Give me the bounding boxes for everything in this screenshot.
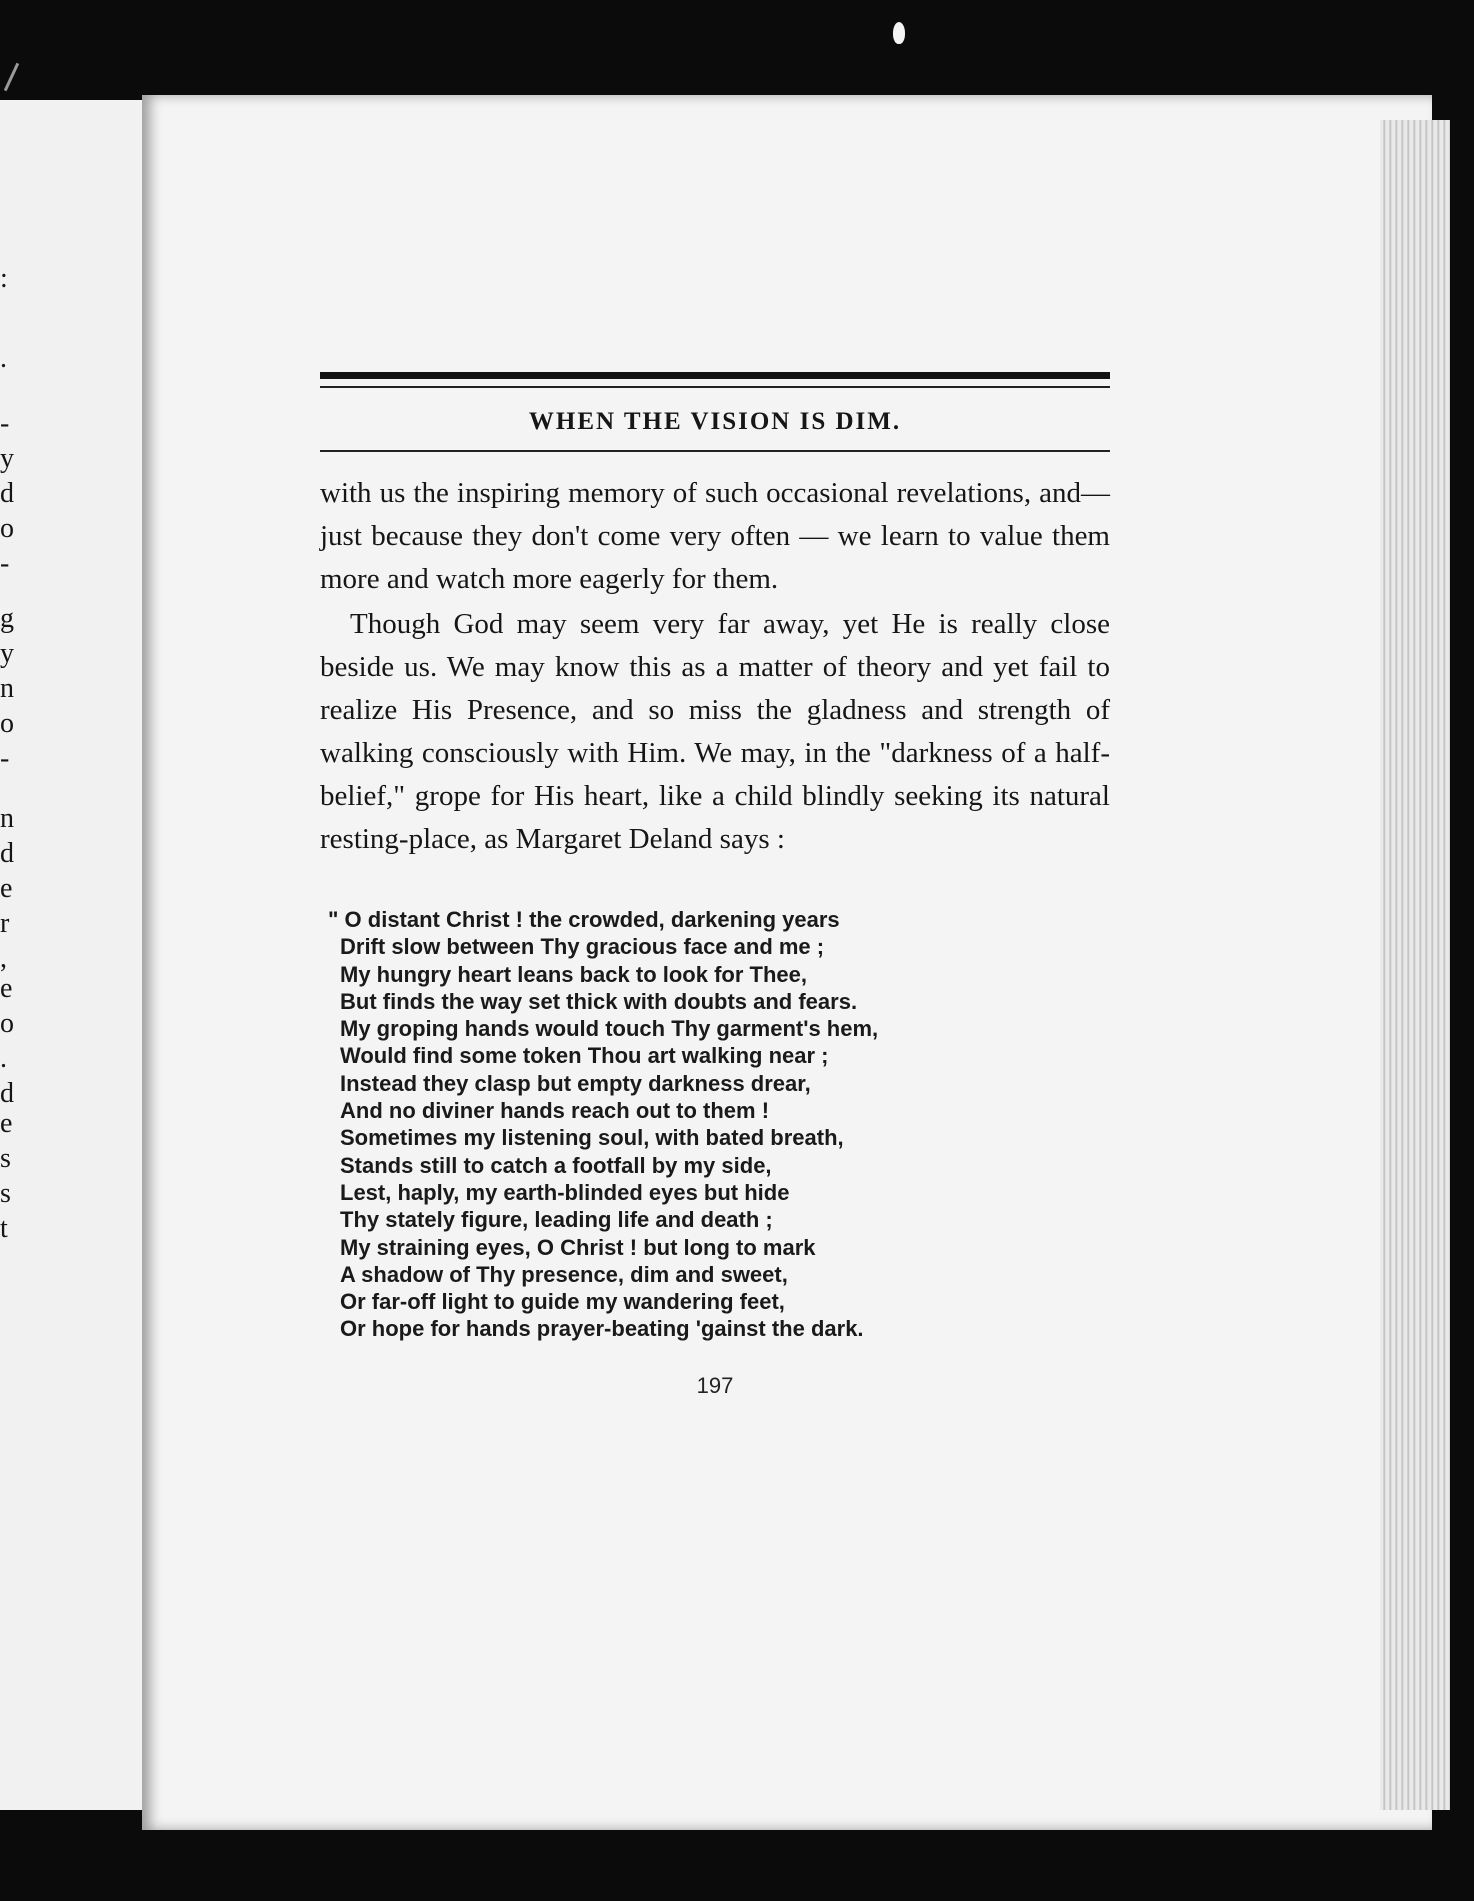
left-page-letter-fragment: -	[0, 743, 10, 774]
page-edges	[1380, 120, 1450, 1810]
left-page-letter-fragment: d	[0, 478, 14, 509]
film-scratch	[4, 63, 19, 91]
left-page-letter-fragment: s	[0, 1143, 11, 1174]
header-rule-thin	[320, 386, 1110, 388]
poem-line: But finds the way set thick with doubts and fears.	[340, 988, 858, 1014]
poem-line: Lest, haply, my earth-blinded eyes but hide	[340, 1179, 790, 1205]
poem-quotation	[328, 906, 1110, 1343]
left-page-letter-fragment: y	[0, 443, 14, 474]
page-number: 197	[696, 1372, 734, 1398]
page-content	[320, 372, 1110, 1399]
poem-line: Thy stately figure, leading life and death ;	[340, 1207, 773, 1233]
poem-line: " O distant Christ ! the crowded, darkening years	[328, 907, 840, 932]
poem-line: Would find some token Thou art walking near ;	[340, 1043, 829, 1069]
poem-line: Drift slow between Thy gracious face and me ;	[340, 934, 825, 960]
left-page-letter-fragment: e	[0, 973, 13, 1004]
left-page-letter-fragment: .	[0, 1043, 7, 1074]
poem-line: My groping hands would touch Thy garment's hem,	[340, 1016, 879, 1042]
left-page-letter-fragment: n	[0, 673, 14, 704]
left-page-letter-fragment: -	[0, 408, 10, 439]
paragraph-continued: with us the inspiring memory of such occasional revelations, and—just because they don't come very often — we learn to value them more and watch more eagerly for them.	[320, 477, 1110, 595]
poem-line: My straining eyes, O Christ ! but long to mark	[340, 1234, 816, 1260]
left-page	[0, 100, 160, 1810]
left-page-letter-fragment: y	[0, 638, 14, 669]
poem-line: Sometimes my listening soul, with bated breath,	[340, 1125, 844, 1151]
running-head-rule	[320, 450, 1110, 452]
left-page-letter-fragment: -	[0, 548, 10, 579]
left-page-letter-fragment: o	[0, 708, 14, 739]
left-page-letter-fragment: d	[0, 838, 14, 869]
poem-line: Instead they clasp but empty darkness drear,	[340, 1070, 811, 1096]
left-page-letter-fragment: :	[0, 263, 8, 294]
poem-line: And no diviner hands reach out to them !	[340, 1098, 770, 1124]
poem-line: Or far-off light to guide my wandering feet,	[340, 1289, 785, 1315]
left-page-letter-fragment: e	[0, 1108, 13, 1139]
poem-line: My hungry heart leans back to look for Thee,	[340, 961, 807, 987]
poem-line: Or hope for hands prayer-beating 'gainst the dark.	[340, 1316, 864, 1342]
poem-line: A shadow of Thy presence, dim and sweet,	[340, 1261, 788, 1287]
left-page-letter-fragment: r	[0, 908, 10, 939]
left-page-letter-fragment: e	[0, 873, 13, 904]
left-page-letter-fragment: t	[0, 1213, 8, 1244]
running-head: WHEN THE VISION IS DIM.	[528, 408, 902, 435]
film-spot	[893, 22, 905, 44]
left-page-letter-fragment: .	[0, 343, 7, 374]
left-page-letter-fragment: ,	[0, 943, 7, 974]
left-page-letter-fragment: d	[0, 1078, 14, 1109]
left-page-letter-fragment: g	[0, 603, 14, 634]
paragraph: Though God may seem very far away, yet He is really close beside us. We may know this as a matter of theory and yet fail to realize His Presence, and so miss the gladness and strength of walking consciously with Him. We may, in the "darkness of a half-belief," grope for His heart, like a child blindly seeking its natural resting-place, as Margaret Deland says :	[320, 608, 1110, 855]
poem-line: Stands still to catch a footfall by my side,	[340, 1152, 772, 1178]
header-rule-thick	[320, 372, 1110, 379]
left-page-letter-fragment: o	[0, 1008, 14, 1039]
left-page-letter-fragment: o	[0, 513, 14, 544]
left-page-letter-fragment: s	[0, 1178, 11, 1209]
left-page-letter-fragment: n	[0, 803, 14, 834]
